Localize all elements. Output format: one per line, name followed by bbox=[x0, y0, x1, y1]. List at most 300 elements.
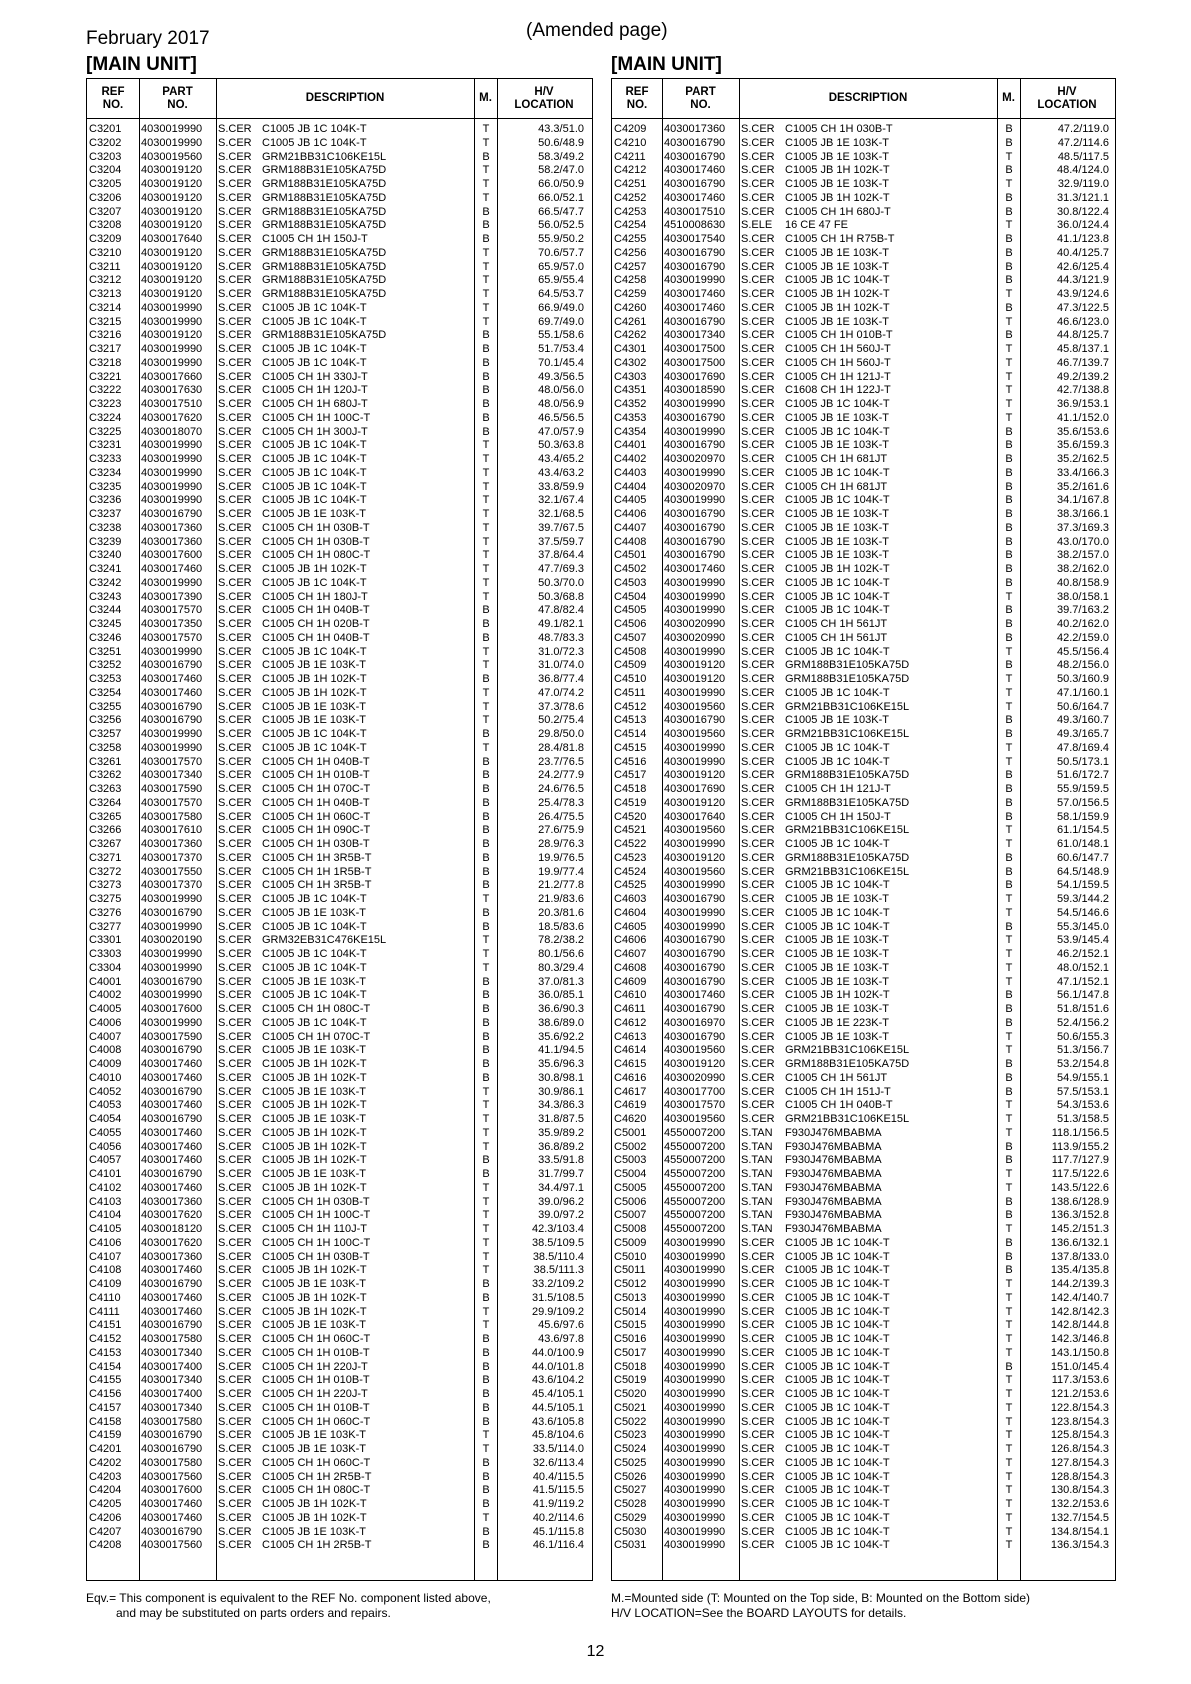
hv-location: 48.0/152.1 bbox=[1057, 961, 1109, 974]
table-row bbox=[612, 604, 1115, 618]
table-row bbox=[87, 1168, 592, 1182]
table-row bbox=[87, 164, 592, 178]
ref-no: C4107 bbox=[89, 1250, 122, 1263]
hv-location: 142.8/144.8 bbox=[1050, 1319, 1109, 1332]
part-type: S.CER bbox=[741, 164, 775, 177]
part-type: S.CER bbox=[741, 1058, 775, 1070]
hv-location: 80.1/56.6 bbox=[538, 948, 584, 960]
table-row bbox=[87, 288, 592, 302]
hv-location: 43.0/170.0 bbox=[1057, 535, 1109, 548]
mount-side: B bbox=[482, 1154, 490, 1167]
mount-side: T bbox=[1005, 1415, 1013, 1428]
table-row bbox=[612, 1251, 1115, 1265]
part-no: 4030017660 bbox=[141, 370, 203, 383]
hv-location: 39.7/67.5 bbox=[538, 521, 584, 534]
hv-location: 122.8/154.3 bbox=[1050, 1401, 1109, 1414]
part-type: S.CER bbox=[741, 1113, 775, 1125]
part-no: 4030017570 bbox=[664, 1099, 726, 1112]
part-no: 4030019560 bbox=[664, 865, 726, 878]
part-value: C1005 JB 1C 104K-T bbox=[785, 906, 890, 919]
mount-side: B bbox=[482, 879, 490, 892]
part-value: C1005 CH 1H 560J-T bbox=[785, 343, 891, 355]
mount-side: T bbox=[482, 274, 490, 287]
mount-side: T bbox=[1005, 1113, 1013, 1125]
part-no: 4030016790 bbox=[141, 1085, 203, 1098]
hv-location: 121.2/153.6 bbox=[1050, 1388, 1109, 1400]
mount-side: B bbox=[1005, 1140, 1013, 1153]
mount-side: T bbox=[1005, 673, 1013, 685]
part-value: C1005 CH 1H 680J-T bbox=[262, 398, 368, 410]
hv-location: 66.0/52.1 bbox=[538, 191, 584, 204]
table-row bbox=[612, 1306, 1115, 1320]
part-value: C1005 JB 1C 104K-T bbox=[262, 453, 367, 465]
hv-location: 117.7/127.9 bbox=[1051, 1154, 1109, 1167]
part-value: C1005 JB 1C 104K-T bbox=[785, 879, 890, 892]
hv-location: 64.5/53.7 bbox=[538, 288, 584, 300]
part-value: C1005 JB 1C 104K-T bbox=[262, 948, 367, 960]
part-value: GRM188B31E105KA75D bbox=[262, 178, 387, 190]
part-value: C1005 CH 1H 2R5B-T bbox=[262, 1470, 372, 1483]
table-row bbox=[87, 714, 592, 728]
part-value: C1005 JB 1E 103K-T bbox=[785, 439, 889, 452]
part-value: C1005 JB 1C 104K-T bbox=[785, 466, 890, 479]
part-type: S.CER bbox=[218, 1195, 252, 1208]
part-no: 4030019990 bbox=[664, 1511, 726, 1524]
part-value: C1005 JB 1H 102K-T bbox=[785, 164, 890, 177]
part-no: 4030017510 bbox=[141, 398, 203, 410]
part-no: 4550007200 bbox=[664, 1223, 726, 1235]
part-value: C1005 CH 1H 040B-T bbox=[785, 1099, 893, 1112]
mount-side: T bbox=[482, 1223, 490, 1235]
mount-side: T bbox=[1005, 1498, 1013, 1510]
part-value: C1005 JB 1E 103K-T bbox=[262, 659, 366, 672]
table-row bbox=[87, 329, 592, 343]
amended-note: (Amended page) bbox=[526, 20, 668, 41]
part-type: S.CER bbox=[218, 851, 252, 864]
part-type: S.CER bbox=[218, 1374, 252, 1387]
part-type: S.CER bbox=[741, 1085, 775, 1098]
part-type: S.CER bbox=[741, 865, 775, 878]
mount-side: T bbox=[1005, 1539, 1013, 1552]
parts-table-left bbox=[86, 78, 593, 1581]
mount-side: B bbox=[1005, 439, 1013, 452]
table-row bbox=[87, 1306, 592, 1320]
part-value: C1005 CH 1H 060C-T bbox=[262, 1456, 371, 1469]
ref-no: C5010 bbox=[614, 1250, 647, 1263]
mount-side: T bbox=[482, 948, 490, 960]
ref-no: C3253 bbox=[89, 673, 122, 685]
table-row bbox=[612, 274, 1115, 288]
table-row bbox=[87, 151, 592, 165]
part-no: 4030017460 bbox=[664, 563, 726, 575]
ref-no: C5031 bbox=[614, 1539, 647, 1552]
ref-no: C4606 bbox=[614, 934, 647, 947]
ref-no: C3303 bbox=[89, 948, 122, 960]
part-value: F930J476MBABMA bbox=[785, 1154, 882, 1167]
part-value: C1005 JB 1C 104K-T bbox=[785, 425, 890, 438]
mount-side: T bbox=[1005, 741, 1013, 754]
ref-no: C4262 bbox=[614, 329, 647, 342]
ref-no: C3237 bbox=[89, 508, 122, 520]
part-value: F930J476MBABMA bbox=[785, 1140, 882, 1153]
ref-no: C3236 bbox=[89, 494, 122, 507]
part-no: 4030017360 bbox=[141, 1250, 203, 1263]
part-value: C1005 JB 1E 103K-T bbox=[785, 521, 889, 534]
part-type: S.CER bbox=[741, 673, 775, 685]
part-no: 4030016790 bbox=[664, 439, 726, 452]
part-no: 4030019990 bbox=[141, 439, 203, 452]
hv-location: 42.2/159.0 bbox=[1057, 631, 1109, 644]
part-no: 4030017570 bbox=[141, 604, 203, 617]
part-type: S.TAN bbox=[741, 1154, 773, 1167]
ref-no: C3214 bbox=[89, 301, 122, 314]
part-no: 4030019990 bbox=[664, 1333, 726, 1345]
table-row bbox=[87, 742, 592, 756]
ref-no: C4513 bbox=[614, 714, 647, 727]
mount-side: T bbox=[482, 123, 490, 135]
part-type: S.CER bbox=[741, 1250, 775, 1263]
mount-side: T bbox=[1005, 700, 1013, 713]
mount-side: T bbox=[1005, 288, 1013, 300]
mount-side: T bbox=[1005, 356, 1013, 369]
table-row bbox=[87, 357, 592, 371]
part-value: C1005 JB 1C 104K-T bbox=[785, 1250, 890, 1263]
part-type: S.CER bbox=[741, 136, 775, 149]
part-type: S.CER bbox=[741, 563, 775, 575]
table-row bbox=[87, 701, 592, 715]
mount-side: B bbox=[482, 411, 490, 424]
part-value: C1005 CH 1H 040B-T bbox=[262, 631, 370, 644]
part-type: S.CER bbox=[741, 1099, 775, 1112]
part-type: S.CER bbox=[218, 796, 252, 809]
hv-location: 35.6/159.3 bbox=[1057, 439, 1109, 452]
table-row bbox=[87, 549, 592, 563]
part-no: 4550007200 bbox=[664, 1140, 726, 1153]
mount-side: B bbox=[482, 1071, 490, 1084]
part-type: S.CER bbox=[741, 1305, 775, 1318]
hv-location: 39.0/96.2 bbox=[538, 1195, 584, 1208]
hv-location: 44.0/101.8 bbox=[532, 1360, 584, 1373]
part-no: 4030019990 bbox=[141, 948, 203, 960]
hv-location: 50.5/173.1 bbox=[1057, 755, 1109, 768]
hv-location: 54.3/153.6 bbox=[1057, 1099, 1109, 1112]
table-row bbox=[612, 302, 1115, 316]
hv-location: 36.9/153.1 bbox=[1057, 398, 1109, 410]
table-row bbox=[87, 934, 592, 948]
hv-location: 39.7/163.2 bbox=[1057, 604, 1109, 617]
col-location-header: H/V LOCATION bbox=[1037, 85, 1097, 111]
table-row bbox=[87, 1416, 592, 1430]
part-no: 4550007200 bbox=[664, 1181, 726, 1194]
ref-no: C3203 bbox=[89, 150, 122, 163]
mount-side: B bbox=[482, 975, 490, 988]
mount-side: B bbox=[1005, 783, 1013, 795]
hv-location: 29.9/109.2 bbox=[532, 1305, 584, 1318]
part-type: S.CER bbox=[741, 838, 775, 850]
part-value: C1005 CH 1H 030B-T bbox=[262, 838, 370, 850]
part-type: S.CER bbox=[741, 1003, 775, 1015]
part-value: C1005 JB 1C 104K-T bbox=[785, 1388, 890, 1400]
part-type: S.CER bbox=[218, 714, 252, 727]
ref-no: C4524 bbox=[614, 865, 647, 878]
hv-location: 38.6/89.0 bbox=[538, 1016, 584, 1029]
table-row bbox=[87, 879, 592, 893]
part-type: S.CER bbox=[741, 329, 775, 342]
table-row bbox=[87, 989, 592, 1003]
hv-location: 33.5/91.8 bbox=[538, 1154, 584, 1167]
part-type: S.CER bbox=[741, 508, 775, 520]
hv-location: 41.1/123.8 bbox=[1057, 233, 1109, 245]
part-type: S.CER bbox=[741, 796, 775, 809]
part-type: S.CER bbox=[218, 356, 252, 369]
part-value: C1005 CH 1H 080C-T bbox=[262, 1484, 371, 1497]
mount-side: B bbox=[1005, 508, 1013, 520]
part-value: C1005 JB 1H 102K-T bbox=[262, 1291, 367, 1304]
table-row bbox=[612, 1264, 1115, 1278]
part-type: S.TAN bbox=[741, 1181, 773, 1194]
part-value: GRM21BB31C106KE15L bbox=[785, 1044, 910, 1057]
part-no: 4030020190 bbox=[141, 934, 203, 947]
mount-side: B bbox=[1005, 618, 1013, 630]
part-value: C1005 CH 1H 020B-T bbox=[262, 618, 370, 630]
part-value: C1005 JB 1C 104K-T bbox=[785, 741, 890, 754]
part-type: S.CER bbox=[741, 741, 775, 754]
page-number: 12 bbox=[586, 1643, 605, 1660]
mount-side: T bbox=[482, 700, 490, 713]
part-value: C1005 JB 1E 103K-T bbox=[262, 1278, 366, 1290]
ref-no: C5017 bbox=[614, 1346, 647, 1359]
table-row bbox=[612, 1127, 1115, 1141]
mount-side: T bbox=[482, 1443, 490, 1455]
table-row bbox=[87, 728, 592, 742]
part-type: S.CER bbox=[218, 741, 252, 754]
table-row bbox=[87, 577, 592, 591]
mount-side: T bbox=[482, 1126, 490, 1139]
part-value: C1005 JB 1C 104K-T bbox=[262, 989, 367, 1002]
part-value: C1005 CH 1H 561JT bbox=[785, 1071, 888, 1084]
mount-side: B bbox=[1005, 1071, 1013, 1084]
part-type: S.CER bbox=[218, 1484, 252, 1497]
hv-location: 30.9/86.1 bbox=[538, 1085, 584, 1098]
part-value: C1005 CH 1H 330J-T bbox=[262, 370, 368, 383]
part-type: S.CER bbox=[218, 288, 252, 300]
part-type: S.CER bbox=[218, 1099, 252, 1112]
table-row bbox=[612, 247, 1115, 261]
ref-no: C5014 bbox=[614, 1305, 647, 1318]
part-value: C1005 CH 1H 561JT bbox=[785, 631, 888, 644]
ref-no: C4519 bbox=[614, 796, 647, 809]
part-no: 4030019120 bbox=[664, 659, 726, 672]
hv-location: 58.1/159.9 bbox=[1057, 810, 1109, 823]
ref-no: C5023 bbox=[614, 1429, 647, 1442]
mount-side: T bbox=[482, 686, 490, 699]
ref-no: C4522 bbox=[614, 838, 647, 850]
table-row bbox=[612, 1278, 1115, 1292]
part-value: C1005 JB 1H 102K-T bbox=[785, 301, 890, 314]
table-row bbox=[87, 1333, 592, 1347]
ref-no: C4257 bbox=[614, 260, 647, 273]
table-row bbox=[87, 1512, 592, 1526]
hv-location: 49.3/56.5 bbox=[538, 370, 584, 383]
part-type: S.CER bbox=[218, 1456, 252, 1469]
ref-no: C4509 bbox=[614, 659, 647, 672]
mount-side: B bbox=[482, 851, 490, 864]
mount-side: B bbox=[1005, 1085, 1013, 1098]
part-type: S.CER bbox=[218, 123, 252, 135]
mount-side: B bbox=[1005, 301, 1013, 314]
hv-location: 46.6/123.0 bbox=[1057, 315, 1109, 328]
hv-location: 43.3/51.0 bbox=[538, 123, 584, 135]
hv-location: 113.9/155.2 bbox=[1051, 1140, 1109, 1153]
part-value: C1005 JB 1E 103K-T bbox=[785, 508, 889, 520]
unit-title-right: [MAIN UNIT] bbox=[611, 54, 722, 75]
ref-no: C4255 bbox=[614, 233, 647, 245]
mount-side: B bbox=[482, 205, 490, 218]
mount-side: B bbox=[1005, 1154, 1013, 1167]
table-row bbox=[612, 1416, 1115, 1430]
part-no: 4030016790 bbox=[664, 893, 726, 905]
part-value: C1005 JB 1C 104K-T bbox=[262, 893, 367, 905]
ref-no: C4202 bbox=[89, 1456, 122, 1469]
ref-no: C3245 bbox=[89, 618, 122, 630]
part-value: C1005 JB 1H 102K-T bbox=[262, 1058, 367, 1070]
ref-no: C4106 bbox=[89, 1236, 122, 1249]
ref-no: C4260 bbox=[614, 301, 647, 314]
ref-no: C4520 bbox=[614, 810, 647, 823]
part-value: C1005 CH 1H 681JT bbox=[785, 453, 888, 465]
part-value: C1005 CH 1H 030B-T bbox=[262, 521, 370, 534]
part-value: C1005 JB 1C 104K-T bbox=[785, 1415, 890, 1428]
mount-side: T bbox=[1005, 645, 1013, 658]
hv-location: 54.5/146.6 bbox=[1057, 906, 1109, 919]
part-value: GRM188B31E105KA75D bbox=[262, 274, 387, 287]
part-type: S.TAN bbox=[741, 1195, 773, 1208]
part-value: C1005 CH 1H 060C-T bbox=[262, 810, 371, 823]
part-type: S.CER bbox=[218, 1415, 252, 1428]
hv-location: 19.9/76.5 bbox=[538, 851, 584, 864]
part-value: C1005 JB 1C 104K-T bbox=[785, 274, 890, 287]
mount-side: B bbox=[482, 1360, 490, 1373]
hv-location: 64.5/148.9 bbox=[1057, 865, 1109, 878]
hv-location: 78.2/38.2 bbox=[538, 934, 584, 947]
part-no: 4030016790 bbox=[664, 1003, 726, 1015]
table-row bbox=[87, 1086, 592, 1100]
mount-side: B bbox=[482, 1539, 490, 1552]
table-row bbox=[612, 1003, 1115, 1017]
ref-no: C5011 bbox=[614, 1264, 646, 1277]
col-m-header: M. bbox=[479, 92, 492, 104]
ref-no: C4211 bbox=[614, 150, 646, 163]
table-row bbox=[87, 866, 592, 880]
ref-no: C3211 bbox=[89, 260, 121, 273]
part-type: S.CER bbox=[218, 329, 252, 342]
part-no: 4030017340 bbox=[141, 1346, 203, 1359]
part-type: S.CER bbox=[218, 1181, 252, 1194]
hv-location: 43.9/124.6 bbox=[1057, 288, 1109, 300]
mount-side: B bbox=[1005, 920, 1013, 933]
table-row bbox=[87, 453, 592, 467]
hv-location: 36.0/124.4 bbox=[1057, 219, 1109, 232]
ref-no: C3212 bbox=[89, 274, 122, 287]
table-row bbox=[87, 371, 592, 385]
hv-location: 57.5/153.1 bbox=[1057, 1085, 1109, 1098]
table-row bbox=[612, 261, 1115, 275]
part-type: S.CER bbox=[741, 1484, 775, 1497]
hv-location: 41.1/152.0 bbox=[1057, 411, 1109, 424]
hv-location: 28.4/81.8 bbox=[538, 741, 584, 754]
table-row bbox=[87, 233, 592, 247]
table-row bbox=[87, 1072, 592, 1086]
hv-location: 37.0/81.3 bbox=[538, 975, 584, 988]
part-type: S.CER bbox=[218, 191, 252, 204]
part-no: 4030019990 bbox=[664, 576, 726, 589]
mount-side: B bbox=[482, 1346, 490, 1359]
part-type: S.CER bbox=[218, 1250, 252, 1263]
part-value: C1005 JB 1C 104K-T bbox=[262, 136, 367, 149]
table-row bbox=[612, 151, 1115, 165]
part-value: C1005 JB 1H 102K-T bbox=[262, 563, 367, 575]
table-row bbox=[612, 756, 1115, 770]
part-type: S.CER bbox=[218, 838, 252, 850]
part-value: C1005 CH 1H 060C-T bbox=[262, 1333, 371, 1345]
hv-location: 59.3/144.2 bbox=[1057, 893, 1109, 905]
table-row bbox=[612, 1182, 1115, 1196]
hv-location: 38.5/109.5 bbox=[532, 1236, 584, 1249]
part-type: S.CER bbox=[741, 1016, 775, 1029]
mount-side: B bbox=[1005, 521, 1013, 534]
part-type: S.CER bbox=[218, 1319, 252, 1332]
table-row bbox=[612, 494, 1115, 508]
table-row bbox=[612, 1539, 1115, 1553]
mount-side: B bbox=[1005, 466, 1013, 479]
part-type: S.CER bbox=[741, 150, 775, 163]
ref-no: C4521 bbox=[614, 824, 647, 837]
part-type: S.CER bbox=[218, 590, 252, 603]
part-no: 4030019990 bbox=[664, 1346, 726, 1359]
mount-side: T bbox=[1005, 1511, 1013, 1524]
part-value: C1005 JB 1C 104K-T bbox=[785, 1374, 890, 1387]
part-no: 4030019990 bbox=[664, 1278, 726, 1290]
hv-location: 123.8/154.3 bbox=[1050, 1415, 1109, 1428]
hv-location: 130.8/154.3 bbox=[1050, 1484, 1109, 1497]
part-no: 4030016790 bbox=[664, 714, 726, 727]
table-row bbox=[87, 1031, 592, 1045]
hv-location: 60.6/147.7 bbox=[1057, 851, 1109, 864]
mount-side: B bbox=[482, 1456, 490, 1469]
part-type: S.CER bbox=[741, 1539, 775, 1552]
table-row bbox=[612, 1196, 1115, 1210]
part-no: 4030017460 bbox=[664, 301, 726, 314]
mount-side: B bbox=[482, 1030, 490, 1043]
part-no: 4030017640 bbox=[664, 810, 726, 823]
hv-location: 44.5/105.1 bbox=[532, 1401, 584, 1414]
part-no: 4030019990 bbox=[664, 755, 726, 768]
mount-side: T bbox=[482, 1085, 490, 1098]
hv-location: 142.4/140.7 bbox=[1050, 1291, 1109, 1304]
hv-location: 37.5/59.7 bbox=[538, 535, 584, 548]
part-value: C1005 JB 1E 103K-T bbox=[785, 975, 889, 988]
part-type: S.CER bbox=[218, 260, 252, 273]
table-row bbox=[612, 481, 1115, 495]
part-type: S.CER bbox=[741, 755, 775, 768]
part-value: C1005 JB 1C 104K-T bbox=[785, 645, 890, 658]
part-no: 4030017610 bbox=[141, 824, 203, 837]
ref-no: C5015 bbox=[614, 1319, 647, 1332]
ref-no: C3223 bbox=[89, 398, 122, 410]
part-no: 4030017400 bbox=[141, 1388, 203, 1400]
part-no: 4030016790 bbox=[141, 1113, 203, 1125]
mount-side: T bbox=[482, 1305, 490, 1318]
